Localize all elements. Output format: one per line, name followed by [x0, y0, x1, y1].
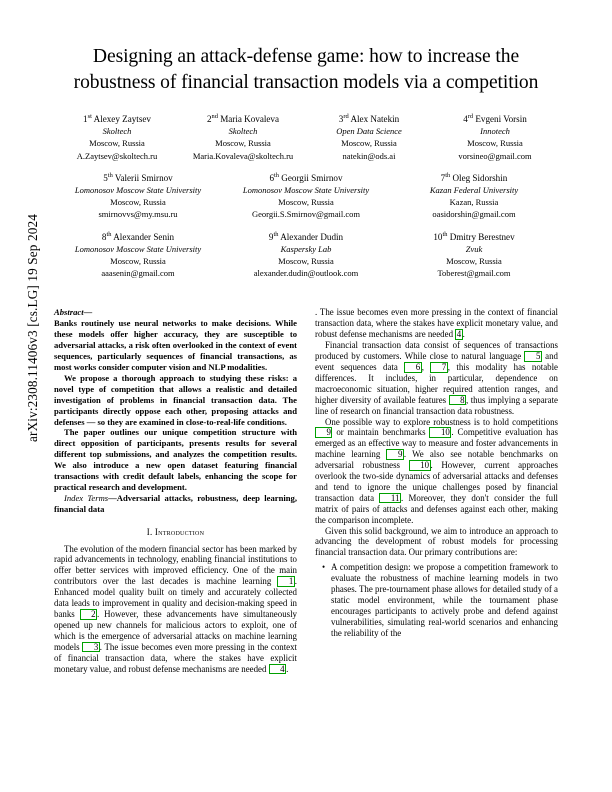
author-ordinal: 2	[206, 114, 212, 124]
intro-paragraph-4: Given this solid background, we aim to introduce an approach to advancing the development of robust models for processing financial transaction data. Our primary contributions are:	[315, 525, 558, 558]
abstract-paragraph: We propose a thorough approach to studying these risks: a novel type of competition that allows a realistic and detailed investigation of problems in financial transaction data. The participants directly oppose each other, proposing attacks and defenses — so they are examined in close-to-real-life conditions.	[54, 372, 297, 427]
intro-text: and event sequences data	[315, 351, 558, 372]
author-fullname: Georgii Smirnov	[281, 172, 343, 183]
intro-text: Financial transaction data consist of sequences of transactions produced by customers. While close to natural language	[315, 340, 558, 362]
author-affiliation: Skoltech	[102, 126, 132, 137]
left-column	[54, 307, 297, 674]
author-ordinal-suffix: th	[273, 230, 279, 238]
author-city: Moscow, Russia	[278, 197, 334, 208]
author-name	[224, 231, 388, 243]
author-email: alexander.dudin@outlook.com	[253, 268, 359, 279]
author-ordinal-suffix: th	[106, 230, 112, 238]
author-row	[54, 231, 558, 280]
author-ordinal: 7	[440, 172, 446, 183]
intro-paragraph-2	[315, 340, 558, 416]
author-entry	[222, 231, 390, 280]
author-fullname: Alex Natekin	[350, 114, 400, 124]
author-name	[434, 113, 556, 125]
author-entry	[306, 113, 432, 162]
author-ordinal: 4	[463, 114, 468, 124]
author-entry	[390, 231, 558, 280]
author-name	[308, 113, 430, 125]
intro-text: , this modality has notable differences. It includes, in particular, dependence on macroeconomic situation, higher required attention ranges, and higher diversity of available features	[315, 361, 558, 405]
abstract-label: Abstract—	[54, 307, 93, 318]
author-name	[392, 231, 556, 243]
author-affiliation: Skoltech	[228, 126, 258, 137]
author-city: Moscow, Russia	[215, 138, 271, 149]
author-entry	[54, 172, 222, 221]
author-ordinal-suffix: rd	[343, 112, 349, 120]
author-email: Toberest@gmail.com	[437, 268, 511, 279]
author-email: vorsineo@gmail.com	[458, 150, 532, 161]
author-name	[392, 172, 556, 184]
author-entry	[222, 172, 390, 221]
author-city: Kazan, Russia	[449, 197, 499, 208]
author-fullname: Alexander Senin	[113, 231, 175, 242]
author-city: Moscow, Russia	[341, 138, 397, 149]
abstract-section	[54, 307, 297, 492]
author-entry	[54, 113, 180, 162]
intro-text: . The issue becomes even more pressing in the context of financial transaction data, where the stakes have explicit monetary value, and robust defense mechanisms are needed	[54, 641, 298, 674]
citation-link[interactable]: 4	[269, 664, 286, 675]
author-fullname: Valerii Smirnov	[114, 172, 173, 183]
abstract-paragraph: The paper outlines our unique competition structure with direct opposition of participants, presents results for several different top submissions, and analyzes the competition results. We also introduce a new open dataset featuring financial transactions with credit default labels, enhancing the scope for practical research and development.	[54, 427, 297, 492]
author-entry	[390, 172, 558, 221]
index-terms	[54, 493, 297, 515]
author-city: Moscow, Russia	[89, 138, 145, 149]
section-title: Introduction	[154, 526, 205, 537]
author-ordinal: 10	[433, 231, 443, 242]
author-affiliation: Kaspersky Lab	[280, 243, 332, 254]
author-email: oasidorshin@gmail.com	[432, 209, 516, 220]
author-city: Moscow, Russia	[110, 256, 166, 267]
author-ordinal-suffix: th	[442, 230, 448, 238]
intro-text: . Competitive evaluation has emerged as an effective way to measure and foster advancements in machine learning	[315, 427, 559, 460]
intro-text: The evolution of the modern financial sector has been marked by rapid advancements in technology, enabling financial institutions to offer better services with improved efficiency. One of the main contributors over the last decades is machine learning	[54, 543, 297, 587]
author-affiliation: Lomonosov Moscow State University	[242, 185, 370, 196]
contributions-list	[315, 562, 558, 638]
author-affiliation: Zvuk	[465, 243, 483, 254]
citation-link[interactable]: 4	[456, 329, 462, 340]
author-affiliation: Lomonosov Moscow State University	[74, 185, 202, 196]
author-ordinal: 9	[268, 231, 274, 242]
intro-text: ,	[421, 361, 431, 372]
citation-link[interactable]: 8	[449, 395, 466, 406]
author-row	[54, 113, 558, 162]
citation-link[interactable]: 2	[80, 609, 97, 620]
author-fullname: Dmitry Berestnev	[449, 231, 515, 242]
intro-text: .	[462, 329, 465, 340]
abstract-paragraph: Banks routinely use neural networks to make decisions. While these models offer higher accuracy, they are susceptible to adversarial attacks, a risk often overlooked in the context of event sequences, particularly sequences of financial transactions, as most works consider computer vision and NLP modalities.	[54, 318, 297, 372]
author-name	[56, 231, 220, 243]
author-affiliation: Lomonosov Moscow State University	[74, 243, 202, 254]
intro-text: . Enhanced model quality built on timely and accurately collected data leads to improvement in quality and decision-making speed in banks	[54, 576, 297, 619]
author-ordinal: 8	[101, 231, 107, 242]
author-fullname: Alexander Dudin	[280, 231, 344, 242]
author-entry	[54, 231, 222, 280]
author-email: natekin@ods.ai	[342, 150, 396, 161]
author-ordinal-suffix: rd	[467, 112, 474, 120]
author-row	[54, 172, 558, 221]
author-city: Moscow, Russia	[446, 256, 502, 267]
author-name	[182, 113, 304, 125]
intro-text: . However, current approaches overlook the two-side dynamics of adversarial attacks and defenses and tend to ignore the unique challenges posed by financial transaction data	[315, 460, 558, 503]
author-ordinal-suffix: th	[107, 171, 113, 179]
index-terms-label: Index Terms	[64, 492, 109, 503]
intro-text: , thus implying a separate line of research on financial transaction data robustness.	[315, 394, 558, 416]
section-number: I.	[146, 526, 153, 537]
citation-link[interactable]: 7	[430, 362, 447, 373]
author-city: Moscow, Russia	[278, 256, 334, 267]
two-column-body	[54, 307, 558, 674]
paper-page	[54, 0, 558, 792]
intro-text: . However, these advancements have simultaneously opened up new channels for malicious actors to exploit, one of which is the emergence of adversarial attacks on machine learning models	[54, 609, 297, 652]
author-email: Georgii.S.Smirnov@gmail.com	[251, 209, 360, 220]
author-block	[54, 113, 558, 279]
index-terms-list: Adversarial attacks, robustness, deep learning, financial data	[54, 492, 298, 514]
intro-text: .	[286, 663, 289, 674]
author-city: Moscow, Russia	[467, 138, 523, 149]
author-ordinal-suffix: th	[445, 171, 451, 179]
author-entry	[180, 113, 306, 162]
index-terms-dash: —	[108, 492, 117, 503]
author-ordinal: 1	[83, 114, 88, 124]
citation-link[interactable]: 3	[82, 642, 99, 653]
author-ordinal: 6	[269, 172, 275, 183]
author-name	[56, 113, 178, 125]
author-name	[56, 172, 220, 184]
author-ordinal-suffix: st	[87, 112, 92, 120]
author-affiliation: Innotech	[480, 126, 510, 137]
abstract-paragraph	[54, 307, 297, 318]
citation-link[interactable]: 9	[386, 449, 403, 460]
citation-link[interactable]: 10	[429, 427, 451, 438]
author-fullname: Alexey Zaytsev	[93, 114, 151, 124]
intro-paragraph-1-cont	[315, 307, 558, 340]
section-heading-introduction	[54, 527, 297, 538]
intro-text: or maintain benchmarks	[332, 427, 430, 438]
citation-link[interactable]: 6	[404, 362, 421, 373]
citation-link[interactable]: 5	[524, 351, 541, 362]
page-title: Designing an attack-defense game: how to increase the robustness of financial transaction models via a competition	[73, 46, 539, 93]
author-affiliation: Open Data Science	[336, 126, 402, 137]
arxiv-stamp: arXiv:2308.11406v3 [cs.LG] 19 Sep 2024	[25, 214, 40, 442]
author-affiliation: Kazan Federal University	[429, 185, 519, 196]
author-ordinal-suffix: th	[274, 171, 280, 179]
intro-text: . The issue becomes even more pressing in the context of financial transaction data, where the stakes have explicit monetary value, and robust defense mechanisms are needed	[315, 307, 558, 340]
author-fullname: Oleg Sidorshin	[452, 172, 508, 183]
author-ordinal: 3	[338, 114, 344, 124]
author-name	[224, 172, 388, 184]
author-email: A.Zaytsev@skoltech.ru	[76, 150, 158, 161]
author-ordinal-suffix: nd	[211, 112, 218, 120]
intro-paragraph-1	[54, 544, 297, 675]
citation-link[interactable]: 10	[409, 460, 431, 471]
right-column	[315, 307, 558, 674]
intro-text: One possible way to explore robustness is to hold competitions	[325, 416, 558, 427]
author-email: Maria.Kovaleva@skoltech.ru	[192, 150, 294, 161]
author-email: aaasenin@gmail.com	[101, 268, 175, 279]
author-fullname: Maria Kovaleva	[220, 114, 280, 124]
intro-text: . Moreover, they don't consider the full matrix of pairs of attacks and defenses against each other, making the comparison incomplete.	[315, 492, 559, 525]
author-ordinal: 5	[103, 172, 108, 183]
author-fullname: Evgeni Vorsin	[475, 114, 527, 124]
intro-paragraph-3	[315, 417, 558, 526]
intro-text: . We also see notable benchmarks on adversarial robustness	[315, 449, 558, 471]
list-item: • A competition design: we propose a competition framework to evaluate the robustness of machine learning models in two phases. The pre-tournament phase allows for detailed study of a static model environment, while the tournament phase encourages participants to actively probe and defend against vulnerabilities, simulating real-world scenarios and enhancing the reliability of the	[331, 562, 558, 638]
author-city: Moscow, Russia	[110, 197, 166, 208]
citation-link[interactable]: 1	[277, 576, 294, 587]
citation-link[interactable]: 9	[315, 427, 332, 438]
author-email: smirnovvs@my.msu.ru	[98, 209, 178, 220]
author-entry	[432, 113, 558, 162]
citation-link[interactable]: 11	[379, 493, 401, 504]
